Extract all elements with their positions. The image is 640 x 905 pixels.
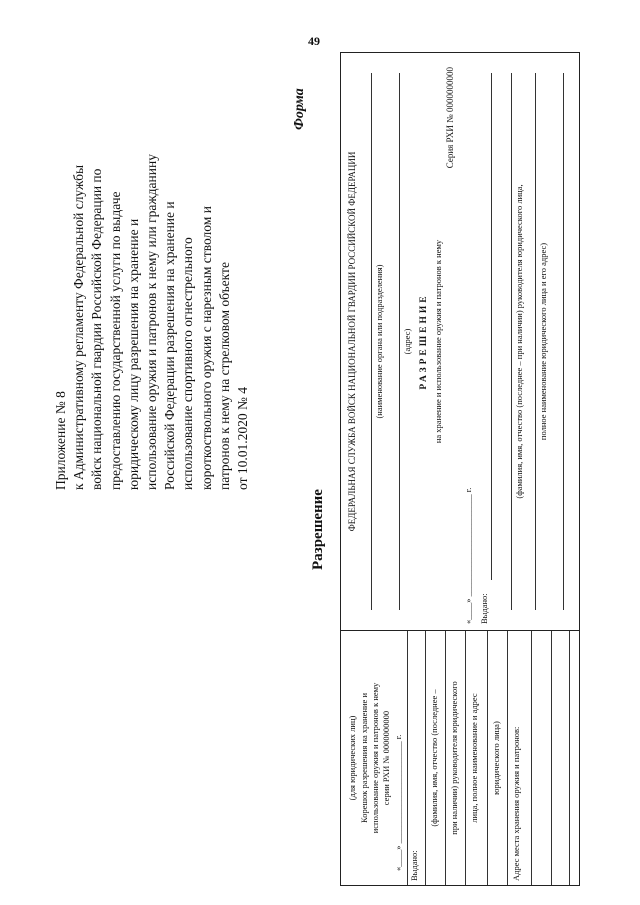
fill-line	[491, 73, 492, 580]
address-caption: (адрес)	[402, 328, 412, 355]
permit-description: на хранение и использование оружия и патронов к нему	[433, 239, 443, 444]
header-line: предоставлению государственной услуги по выдаче	[107, 191, 123, 490]
stub-section	[341, 630, 579, 885]
fill-line	[465, 631, 466, 885]
landscape-content	[40, 40, 600, 900]
stub-fio-caption: при наличии) руководителя юридического	[449, 681, 459, 835]
stub-date: «____» ________________________ г.	[393, 734, 403, 871]
permit-form	[340, 52, 580, 886]
entity-caption: полное наименование юридического лица и его адрес)	[538, 242, 548, 441]
stub-fio-caption: юридического лица)	[491, 721, 501, 795]
series-number: Серия РХИ № 0000000000	[445, 67, 455, 169]
stub-fio-caption: (фамилия, имя, отчество (последнее –	[429, 689, 439, 827]
header-line: к Административному регламенту Федеральной службы	[71, 164, 87, 490]
issue-date: «____» ________________________ г.	[463, 487, 473, 624]
stub-fio-caption: лица, полное наименование и адрес	[469, 693, 479, 823]
fill-line	[511, 73, 512, 610]
fill-line	[371, 73, 372, 610]
permit-main-section	[341, 53, 579, 630]
fill-line	[563, 73, 564, 610]
issued-label: Выдано:	[479, 593, 489, 624]
stub-storage-address: Адрес места хранения оружия и патронов:	[511, 726, 521, 881]
fill-line	[487, 631, 488, 885]
rotated-page	[40, 40, 600, 900]
header-line: юридическому лицу разрешения на хранение и	[125, 218, 141, 490]
document-title: Разрешение	[310, 489, 326, 570]
header-line: использование спортивного огнестрельного	[180, 237, 196, 490]
agency-name: ФЕДЕРАЛЬНАЯ СЛУЖБА ВОЙСК НАЦИОНАЛЬНОЙ ГВАРДИИ РОССИЙСКОЙ ФЕДЕРАЦИИ	[347, 151, 357, 532]
form-label: Форма	[292, 88, 307, 130]
fill-line	[551, 631, 552, 885]
fill-line	[531, 631, 532, 885]
fill-line	[569, 631, 570, 885]
fill-line	[535, 73, 536, 610]
header-line: Приложение № 8	[53, 391, 68, 490]
header-line: патронов к нему на стрелковом объекте	[216, 262, 232, 490]
appendix-header	[52, 50, 252, 490]
fill-line	[445, 631, 446, 885]
stub-line-2: Корешок разрешения на хранение и	[359, 693, 369, 824]
header-line: от 10.01.2020 № 4	[235, 387, 251, 490]
fill-line	[425, 631, 426, 885]
stub-line-1: (для юридических лиц)	[347, 715, 357, 801]
permit-word: РАЗРЕШЕНИЕ	[419, 293, 429, 390]
header-line: использование оружия и патронов к нему или гражданину	[144, 154, 160, 490]
fio-caption: (фамилия, имя, отчество (последнее – при наличии) руководителя юридического лица,	[514, 184, 524, 499]
header-line: войск национальной гвардии Российской Федерации по	[89, 168, 105, 490]
divider	[407, 631, 408, 885]
header-line: короткоствольного оружия с нарезным стволом и	[198, 206, 214, 490]
divider	[507, 631, 508, 885]
stub-line-3: использование оружия и патронов к нему	[370, 682, 380, 834]
fill-line	[399, 73, 400, 610]
stub-issued-label: Выдано:	[409, 850, 419, 881]
stub-line-4: серии РХИ № 0000000000	[381, 710, 391, 806]
page-number: 49	[308, 34, 320, 48]
org-caption: (наименование органа или подразделения)	[374, 264, 384, 419]
header-line: Российской Федерации разрешения на хранение и	[162, 201, 178, 490]
